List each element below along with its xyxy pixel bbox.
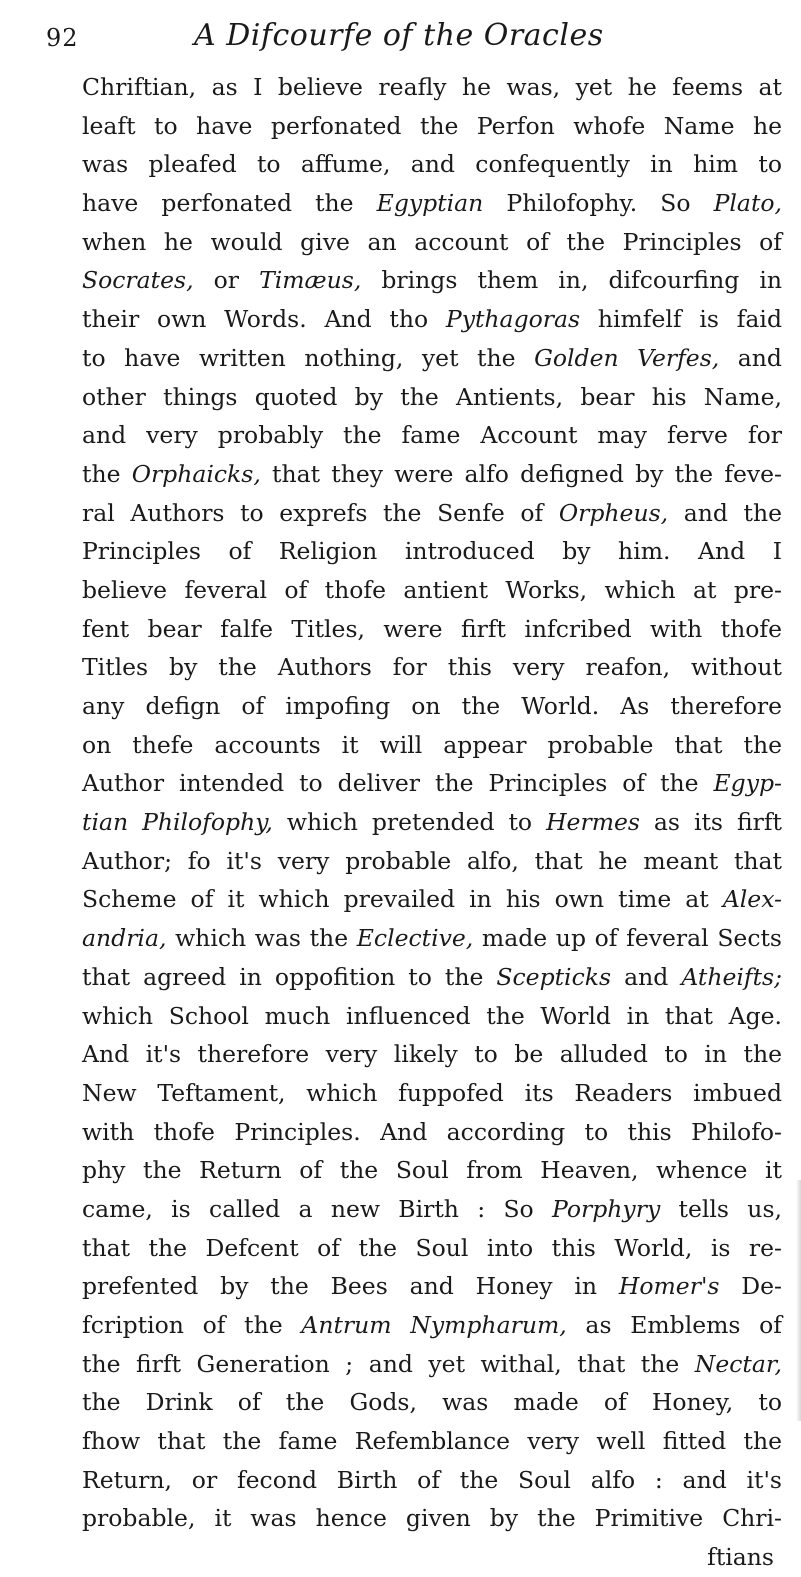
text-line [82,726,782,765]
text-segment: with thofe Principles. And according to this Philofo- [82,1117,782,1146]
text-segment: and [719,343,782,372]
text-segment: tells us, [660,1194,782,1223]
italic-text: Golden Verfes, [534,343,720,372]
text-segment: And it's therefore very likely to be alluded to in the [82,1040,782,1069]
text-segment: ftians [707,1543,774,1572]
italic-text: Porphyry [552,1194,661,1223]
italic-text: Timæus, [259,266,362,295]
italic-text: andria, [82,924,167,953]
italic-text: Nectar, [694,1349,782,1378]
text-segment: fhow that the fame Refemblance very well fitted the [82,1427,782,1456]
text-line [82,610,782,649]
text-segment: Scheme of it which prevailed in his own time at [82,885,723,914]
text-line [82,1499,782,1538]
text-line [82,1383,782,1422]
text-line [82,1345,782,1384]
text-line [82,532,782,571]
text-segment: leaft to have perfonated the Perfon whofe Name he [82,111,782,140]
text-segment: that the Defcent of the Soul into this World, is re- [82,1233,782,1262]
text-line [82,958,782,997]
text-line [82,842,782,881]
text-line [82,880,782,919]
text-line [82,1190,782,1229]
text-line [82,1422,782,1461]
text-segment: Author; fo it's very probable alfo, that he meant that [82,846,782,875]
italic-text: Antrum Nympharum, [301,1311,567,1339]
text-line [82,1306,782,1345]
text-segment: the firft Generation ; and yet withal, that the [82,1349,695,1378]
text-segment: as its firft [639,808,782,837]
text-segment: Chriftian, as I believe reafly he was, yet he feems at [82,73,782,101]
text-segment: the [82,459,132,488]
text-segment: Author intended to deliver the Principles of the [82,769,714,798]
text-segment: and very probably the fame Account may ferve for [82,421,782,450]
text-segment: to have written nothing, yet the [82,343,535,372]
italic-text: Homer's [618,1272,720,1301]
italic-text: Eclective, [356,924,474,953]
text-segment: prefented by the Bees and Honey in [82,1272,619,1301]
text-segment: when he would give an account of the Principles of [82,227,782,256]
page-number: 92 [46,24,79,52]
italic-text: tian Philofophy, [82,808,273,837]
text-segment: was pleafed to affume, and confequently in him to [82,150,782,179]
text-segment: Principles of Religion introduced by him. And I [82,537,782,566]
text-line [82,416,782,455]
text-segment: fcription of the [82,1311,302,1339]
text-segment: their own Words. And tho [82,305,446,334]
italic-text: Egyp- [713,769,782,798]
text-line [82,1035,782,1074]
text-line [82,145,782,184]
text-segment: as Emblems of [566,1311,783,1339]
italic-text: Egyptian [376,189,484,218]
page-header [46,18,766,62]
text-segment: that they were alfo defigned by the feve- [260,459,782,488]
text-segment: Titles by the Authors for this very reafon, without [82,653,782,682]
text-segment: which pretended to [272,808,547,837]
text-segment: which School much influenced the World in that Age. [82,1001,782,1030]
text-line [82,339,782,378]
text-line [82,378,782,417]
text-segment: De- [719,1272,782,1301]
text-line [82,223,782,262]
text-segment: on thefe accounts it will appear probable that the [82,730,782,759]
text-segment: the Drink of the Gods, was made of Honey, to [82,1388,782,1417]
italic-text: Atheifts; [681,962,782,991]
text-segment: believe feveral of thofe antient Works, which at pre- [82,575,782,604]
text-segment: other things quoted by the Antients, bear his Name, [82,382,782,411]
text-line [82,1151,782,1190]
italic-text: Orpheus, [558,498,669,527]
italic-text: Hermes [546,808,640,837]
text-line [82,455,782,494]
text-segment: Return, or fecond Birth of the Soul alfo : and it's [82,1465,782,1494]
text-segment: came, is called a new Birth : So [82,1194,553,1223]
text-segment: ral Authors to exprefs the Senfe of [82,498,559,527]
text-segment: probable, it was hence given by the Primitive Chri- [82,1504,782,1533]
italic-text: Scepticks [496,962,612,991]
page-edge-shadow [796,1180,801,1421]
text-line [82,919,782,958]
text-line [82,1267,782,1306]
italic-text: Socrates, [82,266,194,295]
text-line [82,261,782,300]
text-line [82,184,782,223]
text-segment: himfelf is faid [580,305,782,334]
text-line [82,764,782,803]
text-segment: made up of feveral Sects [473,924,782,953]
italic-text: Alex- [722,885,782,914]
text-line [82,1113,782,1152]
text-line [82,300,782,339]
text-segment: or [193,266,260,295]
text-line [82,803,782,842]
text-segment: New Teftament, which fuppofed its Readers imbued [82,1078,782,1107]
italic-text: Orphaicks, [131,459,261,488]
text-line [82,68,782,107]
text-line [82,571,782,610]
text-segment: phy the Return of the Soul from Heaven, whence it [82,1156,782,1185]
text-line [82,107,782,146]
text-line [82,1461,782,1500]
text-segment: any defign of impofing on the World. As therefore [82,692,782,720]
text-segment: which was the [166,924,357,953]
running-head: A Difcourfe of the Oracles [194,18,604,53]
text-segment: have perfonated the [82,189,377,218]
text-line [82,648,782,687]
text-segment: fent bear falfe Titles, were firft infcribed with thofe [82,614,782,643]
text-line [82,1074,782,1113]
text-segment: brings them in, difcourfing in [361,266,782,295]
italic-text: Pythagoras [445,305,581,334]
text-line [82,687,782,726]
italic-text: Plato, [713,189,783,218]
body-text [82,68,782,1577]
text-segment: that agreed in oppofition to the [82,962,497,991]
text-line [82,1229,782,1268]
text-line [82,997,782,1036]
text-line [82,494,782,533]
text-segment: and [611,962,682,991]
text-segment: Philofophy. So [483,189,714,218]
text-line [82,1538,782,1577]
text-segment: and the [668,498,782,527]
